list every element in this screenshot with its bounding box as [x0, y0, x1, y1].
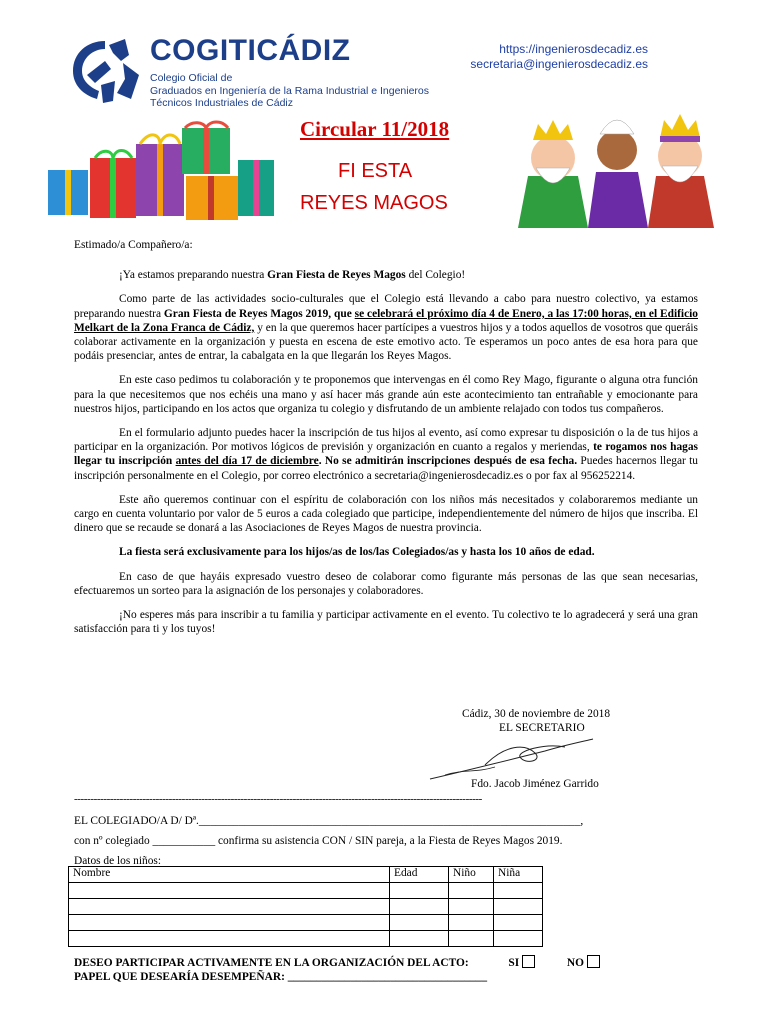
column-header-age: Edad [390, 867, 449, 883]
no-checkbox[interactable] [587, 955, 600, 968]
paragraph-2: Como parte de las actividades socio-culturales que el Colegio está llevando a cabo para nuestro colectivo, ya estamos preparando nuestra Gran Fiesta de Reyes Magos 2019, que se celebrará el próximo día 4 de Enero, a las 17:00 horas, en el Edificio Melkart de la Zona Franca de Cádiz, y en la que queremos hacer partícipes a vuestros hijos y a todos aquellos de vosotros que queráis colaborar activamente en la organización y puesta en escena de este emotivo acto. Te esperamos un poco antes de esa hora para que podáis presenciar, antes de entrar, la cabalgata en la que llegarán los Reyes Magos. [74, 293, 698, 363]
paragraph-8: ¡No esperes más para inscribir a tu familia y participar activamente en el evento. Tu colectivo te lo agradecerá y será una gran satisfacción para ti y los tuyos! [74, 609, 698, 636]
cut-line: ----------------------------------------------------------------------------------------------------------------------------- [74, 793, 482, 805]
logo-name: COGITICÁDIZ [150, 34, 351, 67]
signature-block [462, 707, 610, 735]
role-line[interactable]: PAPEL QUE DESEARÍA DESEMPEÑAR: ___________________________________ [74, 971, 488, 983]
table-row[interactable] [69, 883, 543, 899]
website-link[interactable]: https://ingenierosdecadiz.es [499, 42, 648, 56]
contact-block [470, 42, 648, 72]
member-name-line[interactable]: EL COLEGIADO/A D/ Dª.___________________________________________________________________, [74, 815, 584, 827]
circular-number: Circular 11/2018 [300, 117, 450, 141]
yes-label: SI [508, 957, 520, 969]
table-row[interactable] [69, 899, 543, 915]
participation-block [74, 955, 600, 984]
signer-name: Fdo. Jacob Jiménez Garrido [471, 778, 599, 790]
table-row[interactable] [69, 931, 543, 947]
yes-checkbox[interactable] [522, 955, 535, 968]
paragraph-1: ¡Ya estamos preparando nuestra Gran Fiesta de Reyes Magos del Colegio! [119, 269, 466, 282]
table-header-row [69, 867, 543, 883]
event-title: FI ESTA REYES MAGOS [300, 160, 448, 214]
logo-subtitle: Colegio Oficial de Graduados en Ingeniería de la Rama Industrial e Ingenieros Técnicos Industriales de Cádiz [150, 72, 430, 109]
column-header-boy: Niño [449, 867, 494, 883]
letter-body [74, 238, 698, 646]
children-data-label: Datos de los niños: [74, 855, 162, 867]
column-header-name: Nombre [69, 867, 390, 883]
paragraph-5: Este año queremos continuar con el espíritu de colaboración con los niños más necesitados y colaboraremos mediante un cargo en cuenta voluntario por valor de 5 euros a cada colegiado que participe, independientemente del número de hijos que inscriba. El dinero que se recaude se donará a las Asociaciones de Reyes Magos de nuestra provincia. [74, 493, 698, 535]
column-header-girl: Niña [494, 867, 543, 883]
table-row[interactable] [69, 915, 543, 931]
email-link[interactable]: secretaria@ingenierosdecadiz.es [470, 57, 648, 71]
paragraph-3: En este caso pedimos tu colaboración y te proponemos que intervengas en él como Rey Mago, figurante o alguna otra función para la que necesitemos que nos echéis una mano y así hacer más grande aún este acontecimiento tan entrañable y emocionante para nuestros hijos, participando en los actos que organiza tu colegio y disfrutando de un ambiente relajado con todos tus compañeros. [74, 374, 698, 415]
three-kings-illustration [508, 106, 718, 228]
children-table [68, 866, 543, 947]
gift-boxes-illustration [40, 120, 280, 230]
paragraph-4: En el formulario adjunto puedes hacer la inscripción de tus hijos al evento, así como expresar tu disposición o la de tus hijos a participar en la organización. Por motivos lógicos de previsión y organización en cuanto a regalos y meriendas, te rogamos nos hagas llegar tu inscripción antes del día 17 de diciembre. No se admitirán inscripciones después de esa fecha. Puedes hacernos llegar tu inscripción personalmente en el Colegio, por correo electrónico a secretaria@ingenierosdecadiz.es o por fax al 956252214. [74, 427, 699, 482]
place-date: Cádiz, 30 de noviembre de 2018 [462, 708, 611, 720]
member-number-line[interactable]: con nº colegiado ___________ confirma su asistencia CON / SIN pareja, a la Fiesta de Reyes Magos 2019. [74, 835, 563, 847]
participate-question: DESEO PARTICIPAR ACTIVAMENTE EN LA ORGANIZACIÓN DEL ACTO: [74, 957, 469, 969]
greeting: Estimado/a Compañero/a: [74, 239, 193, 251]
no-label: NO [566, 957, 584, 969]
paragraph-7: En caso de que hayáis expresado vuestro deseo de colaborar como figurante más personas de las que sean necesarias, efectuaremos un sorteo para la asignación de los personajes y colaboradores. [74, 570, 698, 597]
cogiticadiz-logo-icon [65, 35, 147, 107]
paragraph-6: La fiesta será exclusivamente para los hijos/as de los/las Colegiados/as y hasta los 10 años de edad. [119, 546, 595, 559]
handwritten-signature [425, 735, 595, 783]
signer-role: EL SECRETARIO [499, 722, 585, 734]
